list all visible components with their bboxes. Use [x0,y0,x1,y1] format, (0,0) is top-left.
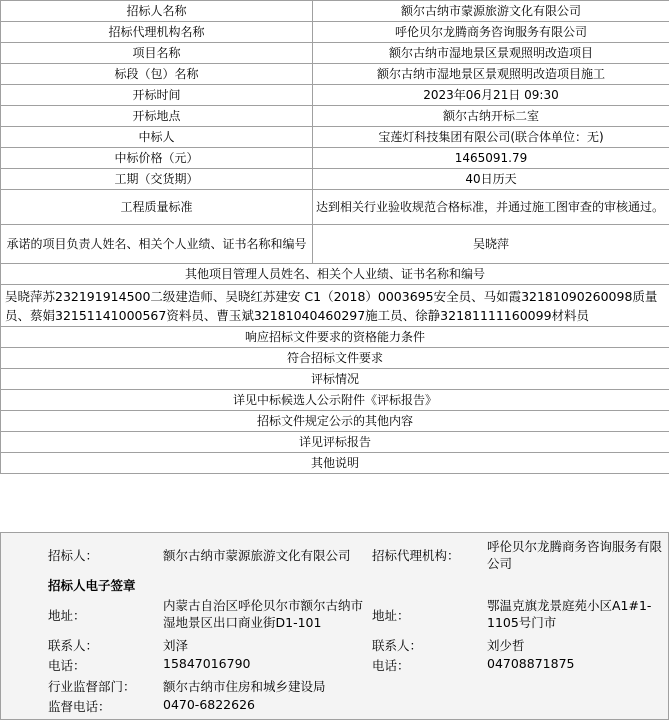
footer-agency-contact-label: 联系人： [372,636,422,654]
remarks-title: 其他说明 [1,453,669,474]
tenderer-value: 额尔古纳市蒙源旅游文化有限公司 [313,1,669,22]
footer-address-label: 地址： [48,606,86,624]
footer-agency-address-label: 地址： [372,606,410,624]
table-row [1,1,669,22]
table-row [1,106,669,127]
section-value: 额尔古纳市湿地景区景观照明改造项目施工 [313,64,669,85]
footer-agency-phone: 04708871875 [487,656,574,671]
evaluation-value: 详见中标候选人公示附件《评标报告》 [1,390,669,411]
tenderer-label: 招标人名称 [1,1,313,22]
contact-footer [0,532,669,720]
footer-supervisor-value: 额尔古纳市住房和城乡建设局 [163,677,326,695]
footer-tenderer-phone: 15847016790 [163,656,250,671]
open-time-label: 开标时间 [1,85,313,106]
table-row [1,348,669,369]
footer-tenderer-value: 额尔古纳市蒙源旅游文化有限公司 [163,546,351,564]
footer-phone-label: 电话： [48,656,86,674]
other-staff-title: 其他项目管理人员姓名、相关个人业绩、证书名称和编号 [1,264,669,285]
table-row [1,453,669,474]
footer-supervisor-phone-label: 监督电话： [48,697,111,715]
agency-value: 呼伦贝尔龙腾商务咨询服务有限公司 [313,22,669,43]
footer-agency-contact: 刘少哲 [487,636,525,654]
section-label: 标段（包）名称 [1,64,313,85]
table-row [1,190,669,225]
project-label: 项目名称 [1,43,313,64]
open-place-value: 额尔古纳开标二室 [313,106,669,127]
footer-tenderer-contact: 刘泽 [163,636,188,654]
table-row [1,411,669,432]
period-label: 工期（交货期） [1,169,313,190]
table-row [1,43,669,64]
period-value: 40日历天 [313,169,669,190]
price-value: 1465091.79 [313,148,669,169]
footer-signature-label: 招标人电子签章 [48,576,136,594]
table-row [1,64,669,85]
table-row [1,285,669,327]
qualification-title: 响应招标文件要求的资格能力条件 [1,327,669,348]
table-row [1,327,669,348]
manager-value: 吴晓萍 [313,225,669,264]
other-content-title: 招标文件规定公示的其他内容 [1,411,669,432]
table-row [1,390,669,411]
project-value: 额尔古纳市湿地景区景观照明改造项目 [313,43,669,64]
footer-agency-label: 招标代理机构： [372,546,460,564]
table-row [1,85,669,106]
footer-supervisor-phone: 0470-6822626 [163,697,255,712]
table-row [1,22,669,43]
table-row [1,264,669,285]
price-label: 中标价格（元） [1,148,313,169]
table-row [1,169,669,190]
open-time-value: 2023年06月21日 09:30 [313,85,669,106]
footer-agency-value: 呼伦贝尔龙腾商务咨询服务有限公司 [487,538,667,572]
footer-agency-phone-label: 电话： [372,656,410,674]
table-row [1,369,669,390]
manager-label: 承诺的项目负责人姓名、相关个人业绩、证书名称和编号 [1,225,313,264]
footer-tenderer-address: 内蒙古自治区呼伦贝尔市额尔古纳市湿地景区出口商业街D1-101 [163,597,371,631]
qualification-value: 符合招标文件要求 [1,348,669,369]
open-place-label: 开标地点 [1,106,313,127]
other-staff-value: 吴晓萍苏232191914500二级建造师、吴晓红苏建安 C1（2018）0003695安全员、马如霞32181090260098质量员、蔡娟32151141000567资料员、曹玉斌32181040460297施工员、徐静32181111160099材料员 [1,285,669,327]
winner-label: 中标人 [1,127,313,148]
quality-label: 工程质量标准 [1,190,313,225]
table-row [1,148,669,169]
footer-contact-label: 联系人： [48,636,98,654]
agency-label: 招标代理机构名称 [1,22,313,43]
table-row [1,127,669,148]
footer-tenderer-label: 招标人： [48,546,98,564]
table-row [1,432,669,453]
other-content-value: 详见评标报告 [1,432,669,453]
quality-value: 达到相关行业验收规范合格标准，并通过施工图审查的审核通过。 [313,190,669,225]
table-row [1,225,669,264]
footer-agency-address: 鄂温克旗龙景庭苑小区A1#1-1105号门市 [487,597,667,631]
evaluation-title: 评标情况 [1,369,669,390]
winner-value: 宝莲灯科技集团有限公司(联合体单位：无) [313,127,669,148]
footer-supervisor-label: 行业监督部门： [48,677,136,695]
